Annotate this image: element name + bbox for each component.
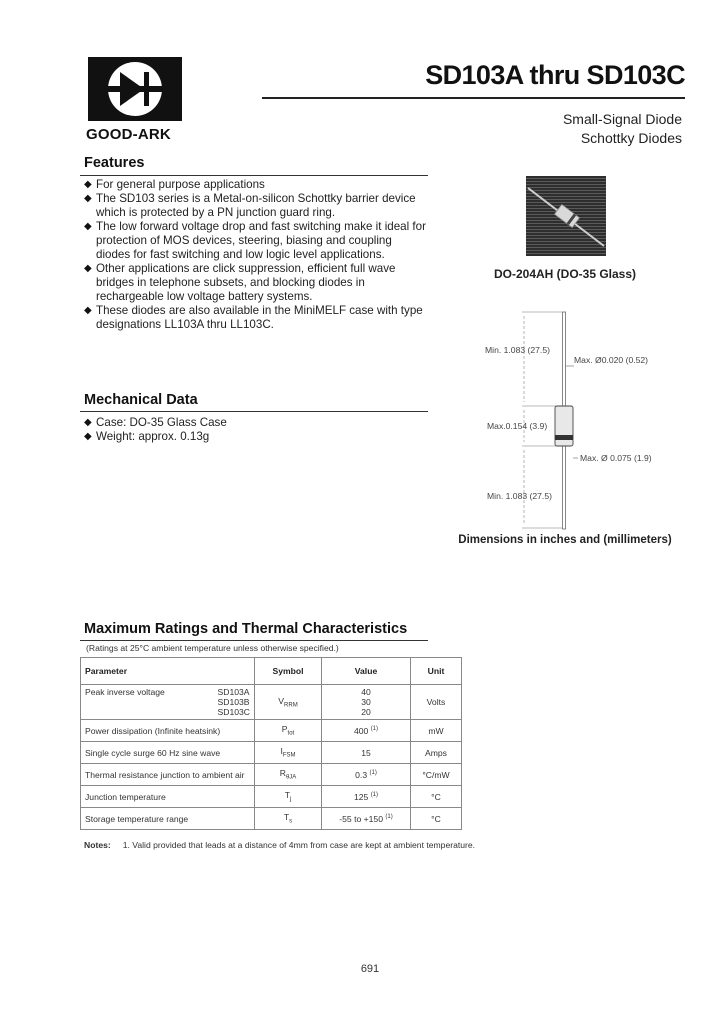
bullet-diamond-icon: ◆ — [84, 305, 92, 316]
list-item: ◆ The low forward voltage drop and fast switching make it ideal for protection of MOS devices, steering, biasing and coupling diodes for fast switching and low logic level applications. — [84, 220, 426, 261]
list-item: ◆ Other applications are click suppression, efficient full wave bridges in telephone subsets, and blocking diodes in rechargeable low voltage battery systems. — [84, 262, 396, 303]
subtitle-line-1: Small-Signal Diode — [562, 111, 682, 127]
col-header-unit: Unit — [411, 658, 462, 685]
subtitle-line-2: Schottky Diodes — [580, 130, 682, 146]
ratings-table — [80, 657, 462, 830]
bullet-diamond-icon: ◆ — [84, 431, 92, 442]
dimensions-caption: Dimensions in inches and (millimeters) — [458, 534, 672, 546]
table-row — [81, 808, 462, 830]
value-cell: 400 $^{(1)}$ — [322, 720, 411, 742]
table-row — [81, 786, 462, 808]
param-cell: Thermal resistance junction to ambient air — [81, 764, 255, 786]
col-header-value: Value — [322, 658, 411, 685]
package-photo — [526, 176, 606, 256]
mechanical-divider — [80, 411, 428, 412]
unit-cell: Volts — [411, 685, 462, 720]
list-item: ◆ The SD103 series is a Metal-on-silicon Schottky barrier device which is protected by a PN junction guard ring. — [84, 192, 416, 219]
glass-diode-image — [526, 176, 606, 256]
ratings-heading: Maximum Ratings and Thermal Characteristics — [84, 621, 408, 637]
features-list — [84, 178, 429, 332]
table-row — [81, 685, 462, 720]
brand-name: GOOD-ARK — [86, 126, 171, 143]
list-item: ◆ Weight: approx. 0.13g — [84, 430, 210, 443]
dim-body-diameter: Max. Ø 0.075 (1.9) — [580, 453, 652, 463]
symbol-cell: $T_s$ — [255, 808, 322, 830]
features-heading: Features — [84, 155, 145, 171]
unit-cell: °C — [411, 786, 462, 808]
list-item: ◆ For general purpose applications — [84, 178, 265, 191]
col-header-parameter: Parameter — [81, 658, 255, 685]
unit-cell: °C/mW — [411, 764, 462, 786]
mechanical-heading: Mechanical Data — [84, 392, 198, 408]
table-row — [81, 764, 462, 786]
unit-cell: mW — [411, 720, 462, 742]
dim-lead-length-bottom: Min. 1.083 (27.5) — [487, 491, 552, 501]
col-header-symbol: Symbol — [255, 658, 322, 685]
dim-lead-length-top: Min. 1.083 (27.5) — [485, 345, 550, 355]
list-item: ◆ Case: DO-35 Glass Case — [84, 416, 227, 429]
ratings-divider — [80, 640, 428, 641]
dim-lead-diameter: Max. Ø0.020 (0.52) — [574, 355, 649, 365]
company-logo — [88, 57, 182, 121]
package-label: DO-204AH (DO-35 Glass) — [493, 267, 637, 281]
title-divider — [262, 97, 685, 99]
value-cell: 125 $^{(1)}$ — [322, 786, 411, 808]
symbol-cell: $T_j$ — [255, 786, 322, 808]
notes — [84, 840, 475, 850]
param-cell — [81, 685, 255, 720]
param-cell: Power dissipation (Infinite heatsink) — [81, 720, 255, 742]
model-name: SD103C — [217, 707, 250, 717]
page-number: 691 — [360, 963, 380, 975]
param-cell: Junction temperature — [81, 786, 255, 808]
table-row — [81, 742, 462, 764]
ratings-note: (Ratings at 25°C ambient temperature unless otherwise specified.) — [86, 643, 339, 653]
symbol-cell: $R_{\theta JA}$ — [255, 764, 322, 786]
table-header-row — [81, 658, 462, 685]
value-cell: -55 to +150 $^{(1)}$ — [322, 808, 411, 830]
model-name: SD103A — [217, 687, 250, 697]
value-cell: 40 30 20 — [322, 685, 411, 720]
diode-symbol-icon — [88, 57, 182, 121]
param-cell: Single cycle surge 60 Hz sine wave — [81, 742, 255, 764]
unit-cell: Amps — [411, 742, 462, 764]
unit-cell: °C — [411, 808, 462, 830]
symbol-cell: $I_{FSM}$ — [255, 742, 322, 764]
bullet-diamond-icon: ◆ — [84, 221, 92, 232]
table-row — [81, 720, 462, 742]
dim-body-length: Max.0.154 (3.9) — [487, 421, 548, 431]
symbol-cell: $V_{RRM}$ — [255, 685, 322, 720]
notes-label: Notes: — [84, 840, 111, 850]
bullet-diamond-icon: ◆ — [84, 179, 92, 190]
model-name: SD103B — [217, 697, 250, 707]
page-title: SD103A thru SD103C — [425, 60, 685, 90]
symbol-cell: $P_{tot}$ — [255, 720, 322, 742]
mechanical-list — [84, 416, 429, 444]
param-cell: Storage temperature range — [81, 808, 255, 830]
bullet-diamond-icon: ◆ — [84, 417, 92, 428]
value-cell: 0.3 $^{(1)}$ — [322, 764, 411, 786]
bullet-diamond-icon: ◆ — [84, 193, 92, 204]
model-list — [218, 687, 250, 717]
bullet-diamond-icon: ◆ — [84, 263, 92, 274]
features-divider — [80, 175, 428, 176]
list-item: ◆ These diodes are also available in the MiniMELF case with type designations LL103A thru LL103C. — [84, 304, 423, 331]
value-cell: 15 — [322, 742, 411, 764]
notes-text: 1. Valid provided that leads at a distance of 4mm from case are kept at ambient temperature. — [122, 840, 476, 850]
param-text: Peak inverse voltage — [85, 687, 165, 697]
